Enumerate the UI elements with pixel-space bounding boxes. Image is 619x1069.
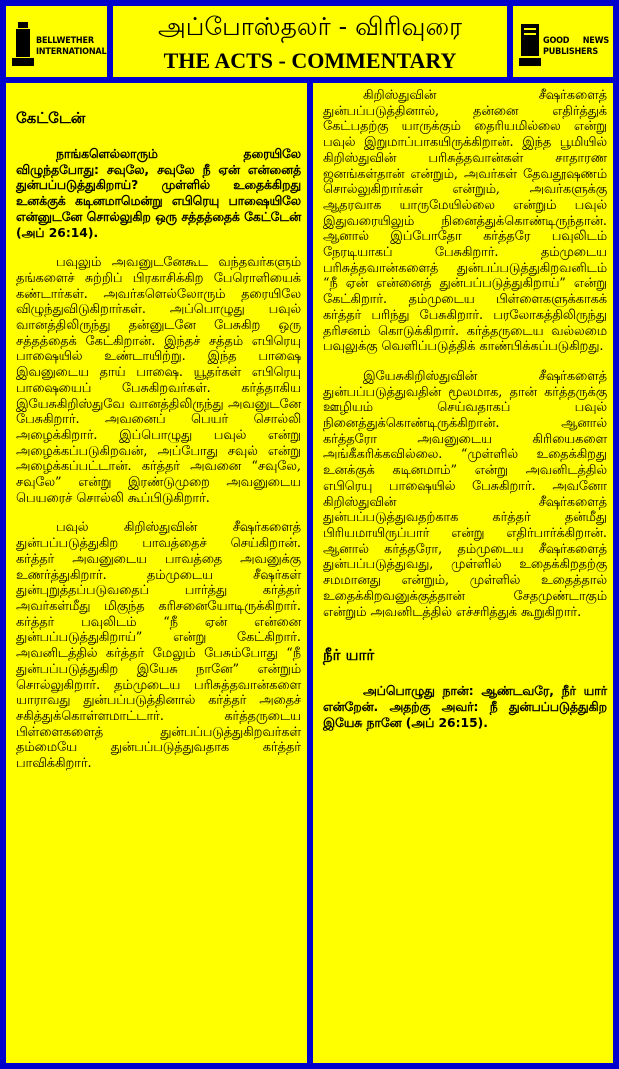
- paragraph: கிறிஸ்துவின் சீஷர்களைத் துன்பப்படுத்தினால், தன்னை எதிர்த்துக் கேட்பதற்கு யாருக்கும் தைரியமில்லை என்று பவுல் இறுமாப்பாகயிருக்கிறான். இந்த பூமியில் கிறிஸ்துவின் பரிசுத்தவான்கள் சாதாரண ஜனங்கள்தான் என்றும், அவர்கள் தேவதூஷணம் சொல்லுகிறார்கள் என்றும், அவர்களுக்கு ஆதரவாக யாருமேயில்லை என்றும் பவுல் இதுவரையிலும் நினைத்துக்கொண்டிருந்தான். ஆனால் இப்போதோ கர்த்தரே பவுலிடம் நேரடியாகப் பேசுகிறார். தம்முடைய பரிசுத்தவான்களைத் துன்பப்படுத்துகிறவனிடம் “நீ ஏன் என்னைத் துன்பப்படுத்துகிறாய்” என்று கேட்கிறார். தம்முடைய பிள்ளைகளுக்காகக் கர்த்தர் பரிந்து பேசுகிறார். பரலோகத்திலிருந்து தரிசனம் கொடுக்கிறார். கர்த்தருடைய வல்லமை பவுலுக்கு வெளிப்படுத்திக் காண்பிக்கப்படுகிறது.: [323, 88, 607, 355]
- right-column: [310, 80, 616, 1066]
- right-logo-box: [510, 3, 616, 80]
- paragraph: பவுல் கிறிஸ்துவின் சீஷர்களைத் துன்பப்படுத்துகிற பாவத்தைச் செய்கிறான். கர்த்தர் அவனுடைய பாவத்தை அவனுக்கு உணர்த்துகிறார். தம்முடைய சீஷர்கள் துன்புறுத்தப்படுவதைப் பார்த்து கர்த்தர் அவர்கள்மீது மிகுந்த கரிசனையோடிருக்கிறார். கர்த்தர் பவுலிடம் “நீ ஏன் என்னை துன்பப்படுத்துகிறாய்” என்று கேட்கிறார். அவனிடத்தில் கர்த்தர் மேலும் பேசும்போது “நீ துன்பப்படுத்துகிற இயேசு நானே” என்றும் சொல்லுகிறார். தம்முடைய பரிசுத்தவான்களை யாராவது துன்பப்படுத்தினால் கர்த்தர் அதைச் சகித்துக்கொள்ளமாட்டார். கர்த்தருடைய பிள்ளைகளைத் துன்பப்படுத்துகிறவர்கள் தம்மையே துன்பப்படுத்துவதாக கர்த்தர் பாவிக்கிறார்.: [16, 520, 301, 772]
- paragraph: இயேசுகிறிஸ்துவின் சீஷர்களைத் துன்பப்படுத்துவதின் மூலமாக, தான் கர்த்தருக்கு ஊழியம் செய்வதாகப் பவுல் நினைத்துக்கொண்டிருக்கிறான். ஆனால் கர்த்தரோ அவனுடைய கிரியைகளை அங்கீகரிக்கவில்லை. “முள்ளில் உதைக்கிறது உனக்குக் கடினமாம்” என்று அவனிடத்தில் எபிரெயு பாஷையில் பேசுகிறார். அவனோ கிறிஸ்துவின் சீஷர்களைத் துன்பப்படுத்துவதற்காக கர்த்தர் தன்மீது பிரியமாயிருப்பார் என்று எதிர்பார்க்கிறான். ஆனால் கர்த்தரோ, தம்முடைய சீஷர்களைத் துன்பப்படுத்துவது, முள்ளில் உதைக்கிறதற்கு சமமானது என்றும், முள்ளில் உதைத்தால் உதைக்கிறவனுக்குத்தான் சேதமுண்டாகும் என்றும் அவனிடத்தில் எச்சரித்துக் கூறுகிறார்.: [323, 368, 607, 620]
- section-heading-ketten: கேட்டேன்: [16, 109, 86, 127]
- left-column: [3, 80, 310, 1066]
- header: [3, 3, 616, 80]
- section-heading-neer-yaar: நீர் யார்: [323, 646, 375, 665]
- right-logo-text: GOOD NEWS PUBLISHERS: [543, 36, 609, 57]
- bellwether-logo: [10, 16, 107, 70]
- title-tamil: அப்போஸ்தலர் - விரிவுரை: [157, 12, 463, 41]
- paragraph: பவுலும் அவனுடனேகூட வந்தவர்களும் தங்களைச் சுற்றிப் பிரகாசிக்கிற பேரொளியைக் கண்டார்கள். அவர்களெல்லோரும் தரையிலே விழுந்துவிடுகிறார்கள். அப்பொழுது பவுல் வானத்திலிருந்து தன்னுடனே பேசுகிற ஒரு சத்தத்தைக் கேட்கிறான். இந்தச் சத்தம் எபிரெயு பாஷையில் உண்டாயிற்று. இந்த பாஷை இவனுடைய தாய் பாஷை. யூதர்கள் எபிரெயு பாஷையைப் பேசுகிறவர்கள். கர்த்தாகிய இயேசுகிறிஸ்துவே வானத்திலிருந்து அவனுடனே பேசுகிறார். அவனைப் பெயர் சொல்லி அழைக்கிறார். இப்பொழுது பவுல் என்று அழைக்கப்படுகிறவன், அப்போது சவுல் என்று அழைக்கப்பட்டான். கர்த்தர் அவனை “சவுலே, சவுலே” என்று இரண்டுமுறை அவனுடைய பெயரைச் சொல்லி கூப்பிடுகிறார்.: [16, 255, 301, 506]
- verse-acts-26-14: நாங்களெல்லாரும் தரையிலே விழுந்தபோது: சவுலே, சவுலே நீ ஏன் என்னைத் துன்பப்படுத்துகிறாய்? முள்ளில் உதைக்கிறது உனக்குக் கடினமாமென்று எபிரெயு பாஷையிலே என்னுடனே சொல்லுகிற ஒரு சத்தத்தைக் கேட்டேன் (அப் 26:14).: [16, 147, 301, 240]
- left-logo-text: BELLWETHER INTERNATIONAL: [36, 36, 107, 57]
- verse-acts-26-15: அப்பொழுது நான்: ஆண்டவரே, நீர் யார் என்றேன். அதற்கு அவர்: நீ துன்பப்படுத்துகிற இயேசு நானே (அப் 26:15).: [323, 684, 607, 730]
- bellwether-icon: [12, 20, 34, 66]
- title-box: [110, 3, 510, 80]
- content: [3, 80, 616, 1066]
- book-icon: [519, 20, 541, 66]
- good-news-logo: [517, 16, 609, 70]
- title-english: THE ACTS - COMMENTARY: [163, 48, 457, 73]
- left-logo-box: [3, 3, 110, 80]
